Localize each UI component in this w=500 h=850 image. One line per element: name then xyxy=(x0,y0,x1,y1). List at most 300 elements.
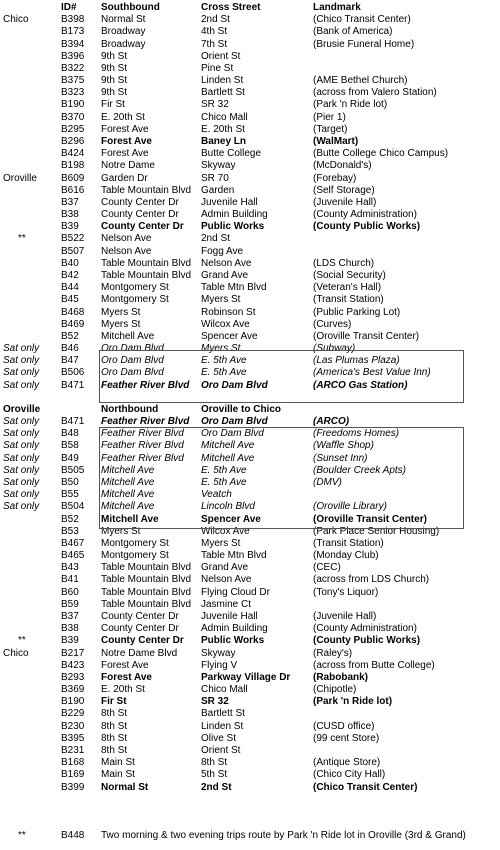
stop-id: B296 xyxy=(61,135,85,147)
table-row xyxy=(0,782,500,794)
cross-street: Bartlett St xyxy=(201,87,245,99)
street-name: Mitchell Ave xyxy=(101,477,155,489)
cross-street: Myers St xyxy=(201,343,241,355)
street-name: Feather River Blvd xyxy=(101,428,184,440)
stop-id: ID# xyxy=(61,2,77,13)
table-row xyxy=(0,319,500,331)
saturday-only-note: Sat only xyxy=(3,489,40,501)
landmark: (Raley's) xyxy=(313,647,353,659)
cross-street: SR 32 xyxy=(201,696,229,708)
cross-street: Oro Dam Blvd xyxy=(201,416,268,428)
stop-id: B50 xyxy=(61,477,79,489)
stop-id: B293 xyxy=(61,671,85,683)
street-name: Myers St xyxy=(101,525,141,537)
cross-street: Orient St xyxy=(201,744,241,756)
table-row xyxy=(0,611,500,623)
area-label: Oroville xyxy=(3,403,41,415)
street-name: Mitchell Ave xyxy=(101,501,155,513)
street-name: Table Mountain Blvd xyxy=(101,257,192,269)
landmark: (WalMart) xyxy=(313,135,359,147)
stop-id: B39 xyxy=(61,635,79,647)
landmark: (Freedoms Homes) xyxy=(313,428,400,440)
table-row xyxy=(0,258,500,270)
cross-street: Spencer Ave xyxy=(201,513,261,525)
street-name: Oro Dam Blvd xyxy=(101,355,164,367)
saturday-only-note: Sat only xyxy=(3,464,40,476)
table-row xyxy=(0,209,500,221)
street-name: E. 20th St xyxy=(101,684,145,696)
street-name: County Center Dr xyxy=(101,623,179,635)
street-name: County Center Dr xyxy=(101,209,179,221)
table-row xyxy=(0,26,500,38)
area-label: Oroville xyxy=(3,172,37,184)
street-name: 9th St xyxy=(101,87,128,99)
street-name: 9th St xyxy=(101,75,128,87)
stop-id: B190 xyxy=(61,696,85,708)
cross-street: Orient St xyxy=(201,50,241,62)
landmark: (Monday Club) xyxy=(313,550,379,562)
landmark: (99 cent Store) xyxy=(313,732,380,744)
cross-street: 7th St xyxy=(201,38,228,50)
table-row xyxy=(0,270,500,282)
stop-id: B399 xyxy=(61,781,85,793)
stop-id: B506 xyxy=(61,367,85,379)
cross-street: Jasmine Ct xyxy=(201,598,252,610)
stop-id: B469 xyxy=(61,318,85,330)
cross-street: E. 20th St xyxy=(201,123,245,135)
footnote-marker: ** xyxy=(18,635,26,647)
landmark: (Chico Transit Center) xyxy=(313,781,418,793)
street-name: County Center Dr xyxy=(101,635,184,647)
stop-id: B471 xyxy=(61,416,85,428)
street-name: Normal St xyxy=(101,14,146,26)
cross-street: Skyway xyxy=(201,647,236,659)
landmark: (ARCO Gas Station) xyxy=(313,379,408,391)
cross-street: SR 70 xyxy=(201,172,229,184)
landmark: (County Public Works) xyxy=(313,221,421,233)
street-name: 8th St xyxy=(101,744,128,756)
table-row xyxy=(0,599,500,611)
cross-street: Wilcox Ave xyxy=(201,525,250,537)
stop-id: B467 xyxy=(61,537,85,549)
stop-id: B41 xyxy=(61,574,79,586)
stop-id: B39 xyxy=(61,221,79,233)
landmark: (Oroville Transit Center) xyxy=(313,330,420,342)
street-name: Table Mountain Blvd xyxy=(101,586,192,598)
stop-id: B49 xyxy=(61,452,79,464)
stop-id: B42 xyxy=(61,269,79,281)
stop-id: B38 xyxy=(61,623,79,635)
street-name: Fir St xyxy=(101,99,125,111)
street-name: Forest Ave xyxy=(101,659,149,671)
cross-street: Table Mtn Blvd xyxy=(201,550,267,562)
landmark: (Butte College Chico Campus) xyxy=(313,148,449,160)
stop-id: B47 xyxy=(61,355,79,367)
stop-id: B375 xyxy=(61,75,85,87)
cross-street: Admin Building xyxy=(201,209,268,221)
stop-id: B465 xyxy=(61,550,85,562)
landmark: (Sunset Inn) xyxy=(313,452,368,464)
landmark: (across from LDS Church) xyxy=(313,574,430,586)
cross-street: Grand Ave xyxy=(201,562,249,574)
street-name: Montgomery St xyxy=(101,550,169,562)
landmark: (Park 'n Ride lot) xyxy=(313,99,388,111)
table-row xyxy=(0,684,500,696)
landmark: (Subway) xyxy=(313,343,356,355)
stop-id: B40 xyxy=(61,257,79,269)
table-row xyxy=(0,623,500,635)
stop-id: B198 xyxy=(61,160,85,172)
landmark: (CEC) xyxy=(313,562,341,574)
landmark: (McDonald's) xyxy=(313,160,372,172)
street-name: 9th St xyxy=(101,50,128,62)
stop-id: B52 xyxy=(61,513,79,525)
street-name: Feather River Blvd xyxy=(101,452,184,464)
cross-street: Oroville to Chico xyxy=(201,403,282,415)
landmark: (Transit Station) xyxy=(313,294,384,306)
landmark: (Bank of America) xyxy=(313,26,393,38)
street-name: Montgomery St xyxy=(101,537,169,549)
cross-street: Mitchell Ave xyxy=(201,452,255,464)
cross-street: Linden St xyxy=(201,720,244,732)
street-name: Broadway xyxy=(101,26,146,38)
street-name: Mitchell Ave xyxy=(101,489,155,501)
street-name: Feather River Blvd xyxy=(101,379,190,391)
saturday-only-note: Sat only xyxy=(3,428,40,440)
table-row xyxy=(0,185,500,197)
landmark: (Veteran's Hall) xyxy=(313,282,382,294)
cross-street: 5th St xyxy=(201,769,228,781)
table-row xyxy=(0,550,500,562)
street-name: Table Mountain Blvd xyxy=(101,562,192,574)
landmark: (Social Security) xyxy=(313,269,386,281)
cross-street: Linden St xyxy=(201,75,244,87)
cross-street: Juvenile Hall xyxy=(201,196,258,208)
cross-street: 2nd St xyxy=(201,781,232,793)
saturday-only-box-southbound xyxy=(99,350,464,403)
street-name: 8th St xyxy=(101,720,128,732)
street-name: E. 20th St xyxy=(101,111,145,123)
table-row xyxy=(0,173,500,185)
saturday-only-note: Sat only xyxy=(3,367,40,379)
stop-id: B190 xyxy=(61,99,85,111)
stop-id: B53 xyxy=(61,525,79,537)
street-name: Main St xyxy=(101,757,135,769)
stop-id: B369 xyxy=(61,684,85,696)
table-row xyxy=(0,562,500,574)
stop-id: B398 xyxy=(61,14,85,26)
street-name: Feather River Blvd xyxy=(101,440,184,452)
stop-id: B229 xyxy=(61,708,85,720)
street-name: Northbound xyxy=(101,403,159,415)
street-name: Forest Ave xyxy=(101,135,152,147)
cross-street: Lincoln Blvd xyxy=(201,501,255,513)
saturday-only-note: Sat only xyxy=(3,379,40,391)
stop-id: B394 xyxy=(61,38,85,50)
landmark: (Antique Store) xyxy=(313,757,381,769)
landmark: (America's Best Value Inn) xyxy=(313,367,431,379)
table-row xyxy=(0,87,500,99)
street-name: Myers St xyxy=(101,318,141,330)
table-row xyxy=(0,39,500,51)
landmark: (AME Bethel Church) xyxy=(313,75,408,87)
street-name: Southbound xyxy=(101,2,160,13)
stop-id: B37 xyxy=(61,611,79,622)
table-row xyxy=(0,233,500,245)
landmark: (Curves) xyxy=(313,318,352,330)
street-name: Montgomery St xyxy=(101,294,169,306)
landmark: (across from Butte College) xyxy=(313,659,435,671)
street-name: County Center Dr xyxy=(101,196,179,208)
street-name: 8th St xyxy=(101,732,128,744)
street-name: Forest Ave xyxy=(101,671,152,683)
table-row xyxy=(0,574,500,586)
cross-street: E. 5th Ave xyxy=(201,367,247,379)
saturday-only-note: Sat only xyxy=(3,355,40,367)
stop-id: B295 xyxy=(61,123,85,135)
cross-street: Oro Dam Blvd xyxy=(201,428,264,440)
cross-street: Admin Building xyxy=(201,623,268,635)
table-row xyxy=(0,721,500,733)
street-name: Mitchell Ave xyxy=(101,330,155,342)
cross-street: E. 5th Ave xyxy=(201,355,247,367)
cross-street: Myers St xyxy=(201,537,241,549)
stop-id: B323 xyxy=(61,87,85,99)
landmark: (Self Storage) xyxy=(313,184,375,196)
landmark: (Tony's Liquor) xyxy=(313,586,379,598)
cross-street: Parkway Village Dr xyxy=(201,671,291,683)
table-row xyxy=(0,757,500,769)
saturday-only-note: Sat only xyxy=(3,416,40,428)
stop-id: B230 xyxy=(61,720,85,732)
stop-id: B48 xyxy=(61,428,79,440)
cross-street: Nelson Ave xyxy=(201,257,252,269)
cross-street: Cross Street xyxy=(201,2,261,13)
street-name: Nelson Ave xyxy=(101,245,152,257)
table-row xyxy=(0,307,500,319)
table-row xyxy=(0,75,500,87)
footnote-id: B448 xyxy=(61,830,85,841)
street-name: Fir St xyxy=(101,696,127,708)
landmark: (Park Place Senior Housing) xyxy=(313,525,440,537)
landmark: (Oroville Library) xyxy=(313,501,387,513)
street-name: Broadway xyxy=(101,38,146,50)
cross-street: Olive St xyxy=(201,732,237,744)
stop-id: B43 xyxy=(61,562,79,574)
landmark: (Oroville Transit Center) xyxy=(313,513,427,525)
cross-street: Flying V xyxy=(201,659,238,671)
cross-street: Garden xyxy=(201,184,235,196)
landmark: (Rabobank) xyxy=(313,671,368,683)
cross-street: Veatch xyxy=(201,489,232,501)
area-label: Chico xyxy=(3,647,29,659)
street-name: Garden Dr xyxy=(101,172,148,184)
stop-id: B370 xyxy=(61,111,85,123)
cross-street: Public Works xyxy=(201,221,265,233)
street-name: Table Mountain Blvd xyxy=(101,574,192,586)
street-name: County Center Dr xyxy=(101,611,179,622)
stop-id: B396 xyxy=(61,50,85,62)
table-row xyxy=(0,14,500,26)
cross-street: 4th St xyxy=(201,26,228,38)
cross-street: Mitchell Ave xyxy=(201,440,255,452)
saturday-only-note: Sat only xyxy=(3,343,40,355)
landmark: (Chico Transit Center) xyxy=(313,14,411,26)
footnote-text: Two morning & two evening trips route by Park 'n Ride lot in Oroville (3rd & Grand) xyxy=(101,830,466,841)
street-name: Myers St xyxy=(101,306,141,318)
landmark: (Park 'n Ride lot) xyxy=(313,696,393,708)
stop-id: B168 xyxy=(61,757,85,769)
stop-id: B424 xyxy=(61,148,85,160)
table-row xyxy=(0,660,500,672)
cross-street: Fogg Ave xyxy=(201,245,244,257)
landmark: (Boulder Creek Apts) xyxy=(313,464,406,476)
stop-id: B395 xyxy=(61,732,85,744)
footnote xyxy=(0,830,500,842)
cross-street: E. 5th Ave xyxy=(201,477,247,489)
table-row xyxy=(0,148,500,160)
landmark: (Forebay) xyxy=(313,172,357,184)
street-name: County Center Dr xyxy=(101,221,184,233)
cross-street: Table Mtn Blvd xyxy=(201,282,267,294)
cross-street: Chico Mall xyxy=(201,111,248,123)
cross-street: Oro Dam Blvd xyxy=(201,379,268,391)
cross-street: Bartlett St xyxy=(201,708,245,720)
stop-id: B59 xyxy=(61,598,79,610)
street-name: Mitchell Ave xyxy=(101,464,155,476)
landmark: (across from Valero Station) xyxy=(313,87,437,99)
table-row xyxy=(0,294,500,306)
stop-id: B504 xyxy=(61,501,85,513)
street-name: Main St xyxy=(101,769,135,781)
stop-id: B217 xyxy=(61,647,85,659)
table-row xyxy=(0,197,500,209)
saturday-only-box-northbound xyxy=(99,427,464,529)
street-name: Feather River Blvd xyxy=(101,416,190,428)
table-row xyxy=(0,587,500,599)
table-row xyxy=(0,672,500,684)
landmark: (Juvenile Hall) xyxy=(313,196,377,208)
landmark: (Juvenile Hall) xyxy=(313,611,377,622)
landmark: (Waffle Shop) xyxy=(313,440,374,452)
landmark: (Transit Station) xyxy=(313,537,384,549)
table-row xyxy=(0,63,500,75)
stop-id: B522 xyxy=(61,233,85,245)
landmark: (Chipotle) xyxy=(313,684,357,696)
cross-street: Baney Ln xyxy=(201,135,247,147)
stop-id: B44 xyxy=(61,282,79,294)
stop-id: B38 xyxy=(61,209,79,221)
table-row xyxy=(0,708,500,720)
landmark: (Las Plumas Plaza) xyxy=(313,355,400,367)
table-row xyxy=(0,769,500,781)
table-row xyxy=(0,246,500,258)
table-row xyxy=(0,136,500,148)
table-row xyxy=(0,696,500,708)
table-row xyxy=(0,221,500,233)
cross-street: Flying Cloud Dr xyxy=(201,586,270,598)
saturday-only-note: Sat only xyxy=(3,501,40,513)
landmark: (County Administration) xyxy=(313,623,417,635)
street-name: Oro Dam Blvd xyxy=(101,343,164,355)
landmark: (County Public Works) xyxy=(313,635,421,647)
stop-id: B505 xyxy=(61,464,85,476)
stop-id: B423 xyxy=(61,659,85,671)
street-name: Nelson Ave xyxy=(101,233,152,245)
area-label: Chico xyxy=(3,14,29,26)
cross-street: Grand Ave xyxy=(201,269,249,281)
cross-street: E. 5th Ave xyxy=(201,464,247,476)
cross-street: SR 32 xyxy=(201,99,229,111)
landmark: (Pier 1) xyxy=(313,111,346,123)
stop-id: B471 xyxy=(61,379,85,391)
cross-street: Pine St xyxy=(201,62,234,74)
stop-id: B60 xyxy=(61,586,79,598)
street-name: Table Mountain Blvd xyxy=(101,184,192,196)
cross-street: Spencer Ave xyxy=(201,330,258,342)
stop-id: B37 xyxy=(61,196,79,208)
landmark: (Public Parking Lot) xyxy=(313,306,401,318)
cross-street: Butte College xyxy=(201,148,262,160)
footnote-marker: ** xyxy=(18,233,26,245)
cross-street: Nelson Ave xyxy=(201,574,252,586)
cross-street: Wilcox Ave xyxy=(201,318,250,330)
cross-street: Public Works xyxy=(201,635,265,647)
street-name: Notre Dame Blvd xyxy=(101,647,178,659)
saturday-only-note: Sat only xyxy=(3,452,40,464)
stop-id: B616 xyxy=(61,184,85,196)
street-name: Forest Ave xyxy=(101,123,149,135)
table-row xyxy=(0,51,500,63)
table-row xyxy=(0,648,500,660)
cross-street: Chico Mall xyxy=(201,684,248,696)
landmark: Landmark xyxy=(313,2,361,13)
table-row xyxy=(0,745,500,757)
table-row xyxy=(0,124,500,136)
table-row xyxy=(0,160,500,172)
table-row xyxy=(0,99,500,111)
stop-id: B55 xyxy=(61,489,79,501)
landmark: (County Administration) xyxy=(313,209,417,221)
landmark: (Target) xyxy=(313,123,348,135)
table-row xyxy=(0,112,500,124)
street-name: Table Mountain Blvd xyxy=(101,269,192,281)
landmark: (CUSD office) xyxy=(313,720,375,732)
landmark: (LDS Church) xyxy=(313,257,375,269)
cross-street: Juvenile Hall xyxy=(201,611,258,622)
stop-id: B322 xyxy=(61,62,85,74)
street-name: 9th St xyxy=(101,62,128,74)
street-name: 8th St xyxy=(101,708,128,720)
stop-id: B231 xyxy=(61,744,85,756)
landmark: (DMV) xyxy=(313,477,342,489)
street-name: Mitchell Ave xyxy=(101,513,159,525)
stop-id: B507 xyxy=(61,245,85,257)
stop-id: B58 xyxy=(61,440,79,452)
cross-street: Skyway xyxy=(201,160,236,172)
table-header-row xyxy=(0,2,500,14)
street-name: Forest Ave xyxy=(101,148,149,160)
street-name: Oro Dam Blvd xyxy=(101,367,164,379)
cross-street: Myers St xyxy=(201,294,241,306)
cross-street: 2nd St xyxy=(201,233,230,245)
stop-id: B169 xyxy=(61,769,85,781)
saturday-only-note: Sat only xyxy=(3,477,40,489)
table-row xyxy=(0,538,500,550)
stop-id: B468 xyxy=(61,306,85,318)
footnote-mark: ** xyxy=(18,830,26,841)
table-row xyxy=(0,733,500,745)
